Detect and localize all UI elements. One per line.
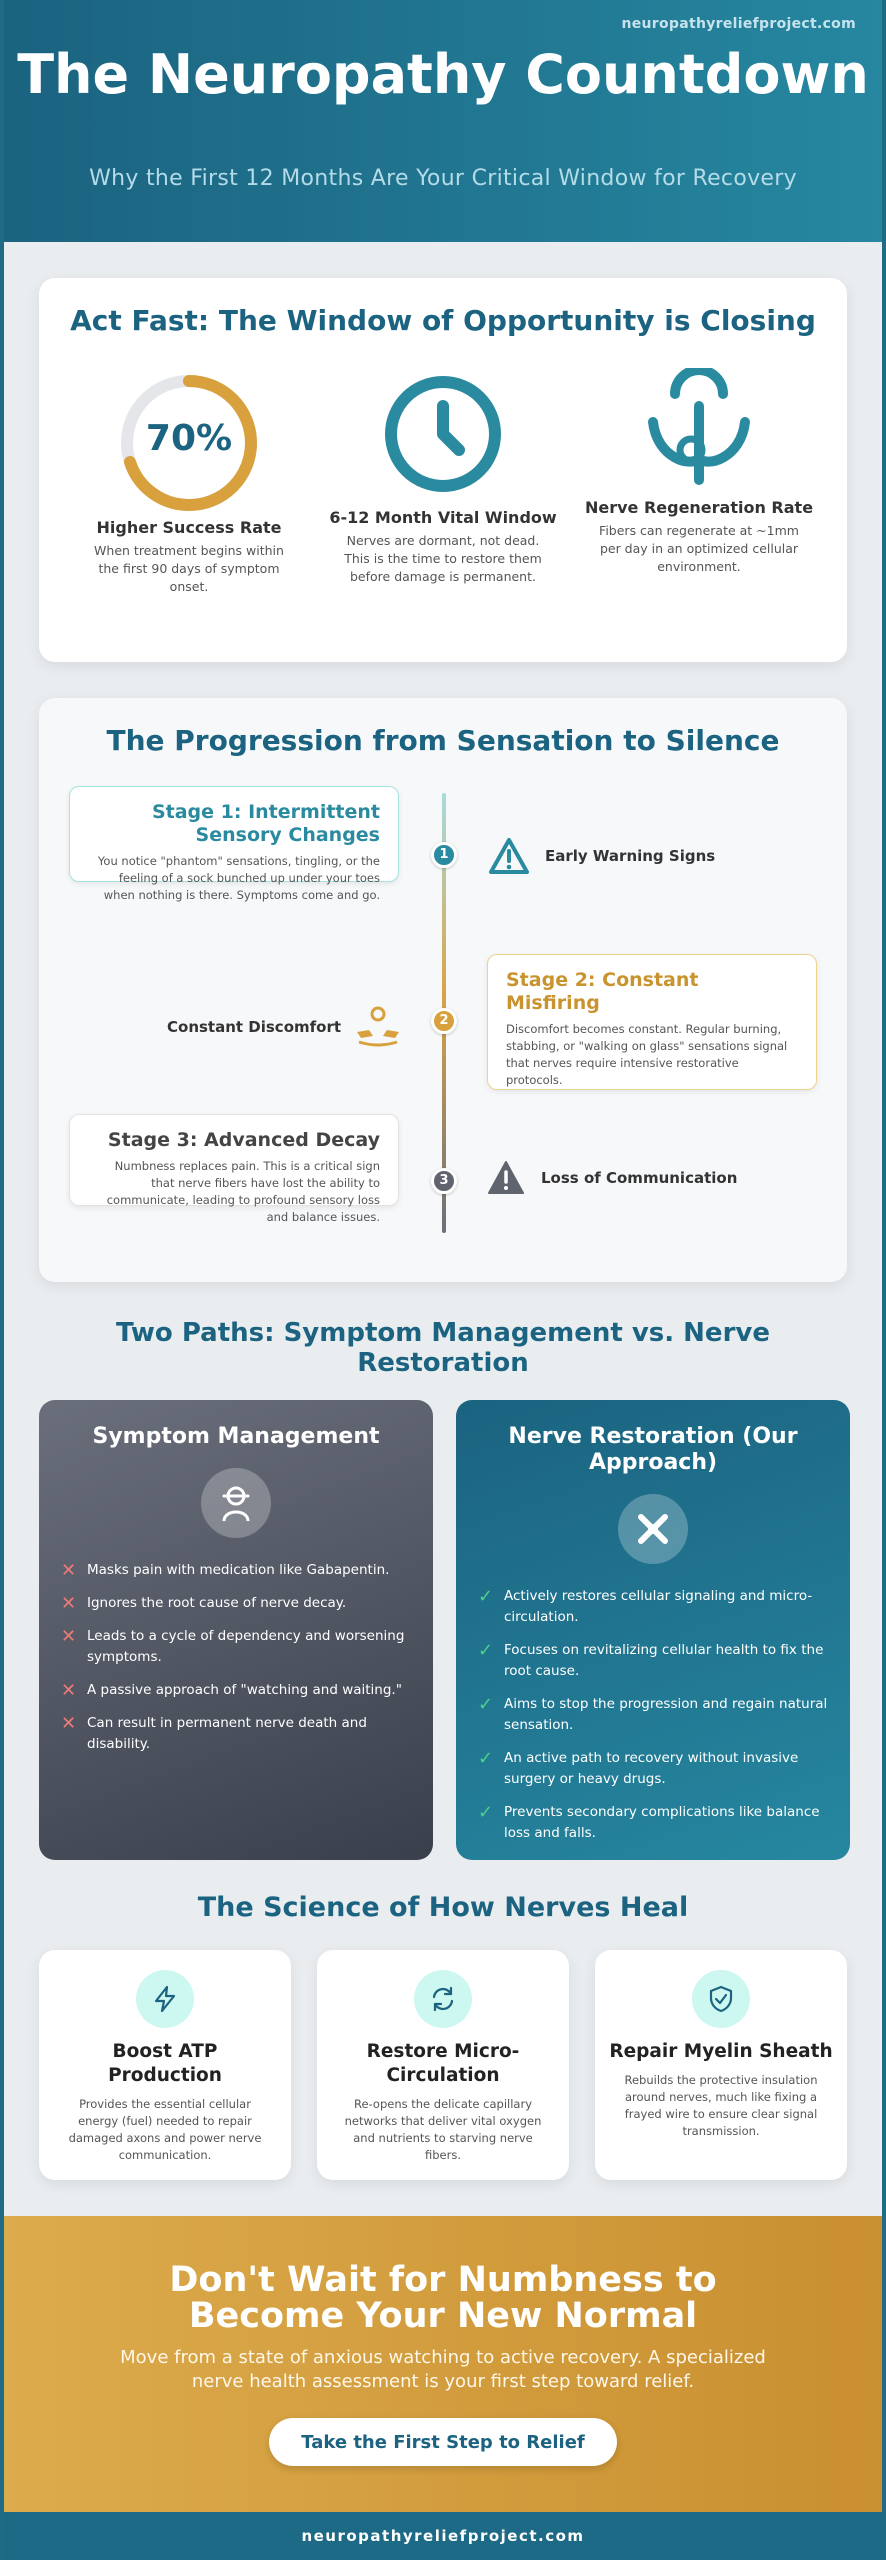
science-card-desc: Rebuilds the protective insulation around nerves, much like fixing a frayed wire to ensure clear signal transmission. xyxy=(624,2073,818,2138)
science-card-desc: Re-opens the delicate capillary networks that deliver vital oxygen and nutrients to starving nerve fibers. xyxy=(344,2097,542,2162)
restoration-list xyxy=(478,1586,828,1844)
list-item: ✓ An active path to recovery without invasive surgery or heavy drugs. xyxy=(478,1748,828,1790)
science-card-title: Boost ATP Production xyxy=(108,2041,222,2086)
tools-icon xyxy=(618,1494,688,1564)
lightning-icon xyxy=(136,1970,194,2028)
warning-filled-icon xyxy=(487,1160,525,1196)
footer xyxy=(4,2512,882,2560)
list-item: ✓ Actively restores cellular signaling and micro-circulation. xyxy=(478,1586,828,1628)
check-icon: ✓ xyxy=(478,1640,494,1661)
loss-communication-label: Loss of Communication xyxy=(487,1160,737,1196)
refresh-icon xyxy=(414,1970,472,2028)
progression-card xyxy=(39,698,847,1282)
check-icon: ✓ xyxy=(478,1748,494,1769)
paths-title: Two Paths: Symptom Management vs. Nerve Restoration xyxy=(116,1318,770,1378)
science-card-desc: Provides the essential cellular energy (fuel) needed to repair damaged axons and power nerve communication. xyxy=(68,2097,262,2162)
stat-vital-window xyxy=(323,368,563,586)
stat-label: Nerve Regeneration Rate xyxy=(584,498,814,517)
check-icon: ✓ xyxy=(478,1802,494,1823)
nerve-icon xyxy=(639,368,759,488)
act-fast-title: Act Fast: The Window of Opportunity is Closing xyxy=(70,304,816,337)
science-card-circulation xyxy=(317,1950,569,2180)
early-warning-label: Early Warning Signs xyxy=(487,836,715,876)
shield-check-icon xyxy=(692,1970,750,2028)
nerve-restoration-card xyxy=(456,1400,850,1860)
x-icon: ✕ xyxy=(61,1593,77,1614)
list-item: ✕ A passive approach of "watching and waiting." xyxy=(61,1680,402,1701)
list-item: ✓ Prevents secondary complications like balance loss and falls. xyxy=(478,1802,828,1844)
timeline-dot-3: 3 xyxy=(431,1168,457,1194)
clock-icon xyxy=(381,372,505,496)
x-icon: ✕ xyxy=(61,1626,77,1647)
site-url[interactable]: neuropathyreliefproject.com xyxy=(621,16,856,32)
symptom-list xyxy=(61,1560,411,1755)
list-item: ✕ Ignores the root cause of nerve decay. xyxy=(61,1593,347,1614)
symptom-management-card xyxy=(39,1400,433,1860)
header-banner xyxy=(4,0,882,242)
science-card-title: Restore Micro-Circulation xyxy=(366,2041,520,2086)
stat-desc: When treatment begins within the first 90 days of symptom onset. xyxy=(94,543,284,594)
list-item: ✕ Can result in permanent nerve death and disability. xyxy=(61,1713,411,1755)
success-rate-value: 70% xyxy=(145,418,233,459)
check-icon: ✓ xyxy=(478,1694,494,1715)
stat-desc: Fibers can regenerate at ~1mm per day in an optimized cellular environment. xyxy=(599,523,799,574)
list-item: ✓ Focuses on revitalizing cellular health to fix the root cause. xyxy=(478,1640,828,1682)
stage-3-box xyxy=(69,1114,399,1224)
list-item: ✕ Leads to a cycle of dependency and worsening symptoms. xyxy=(61,1626,411,1668)
stage-title: Stage 2: Constant Misfiring xyxy=(506,969,699,1014)
x-icon: ✕ xyxy=(61,1713,77,1734)
path-title: Nerve Restoration (Our Approach) xyxy=(508,1424,798,1475)
science-card-atp xyxy=(39,1950,291,2180)
stat-label: Higher Success Rate xyxy=(96,518,282,537)
warning-triangle-icon xyxy=(487,836,531,876)
stat-regeneration xyxy=(579,368,819,576)
timeline-dot-1: 1 xyxy=(431,842,457,868)
list-item: ✓ Aims to stop the progression and regain natural sensation. xyxy=(478,1694,828,1736)
stage-desc: You notice "phantom" sensations, tingling, or the feeling of a sock bunched up under your toes when nothing is there. Symptoms come and go. xyxy=(97,854,380,902)
x-icon: ✕ xyxy=(61,1560,77,1581)
list-item: ✕ Masks pain with medication like Gabapentin. xyxy=(61,1560,390,1581)
science-card-title: Repair Myelin Sheath xyxy=(609,2041,833,2062)
check-icon: ✓ xyxy=(478,1586,494,1607)
x-icon: ✕ xyxy=(61,1680,77,1701)
path-title: Symptom Management xyxy=(92,1424,380,1449)
page-title: The Neuropathy Countdown xyxy=(17,43,869,106)
cta-button[interactable]: Take the First Step to Relief xyxy=(269,2418,617,2466)
footer-site-url[interactable]: neuropathyreliefproject.com xyxy=(301,2527,585,2545)
act-fast-card xyxy=(39,278,847,662)
stage-1-box xyxy=(69,786,399,902)
cta-text: Move from a state of anxious watching to active recovery. A specialized nerve health assessment is your first step toward relief. xyxy=(120,2347,766,2392)
stage-desc: Numbness replaces pain. This is a critical sign that nerve fibers have lost the ability to communicate, leading to profound sensory loss and balance issues. xyxy=(106,1159,380,1224)
cta-title: Don't Wait for Numbness to Become Your New Normal xyxy=(169,2260,717,2336)
stage-2-box xyxy=(487,954,817,1090)
stage-title: Stage 3: Advanced Decay xyxy=(107,1129,380,1151)
science-card-myelin xyxy=(595,1950,847,2180)
cta-banner xyxy=(4,2216,882,2512)
timeline-dot-2: 2 xyxy=(431,1008,457,1034)
science-title: The Science of How Nerves Heal xyxy=(197,1892,689,1923)
stage-desc: Discomfort becomes constant. Regular burning, stabbing, or "walking on glass" sensations signal that nerves require intensive restorative protocols. xyxy=(506,1022,788,1087)
page-subtitle: Why the First 12 Months Are Your Critical Window for Recovery xyxy=(89,166,797,191)
constant-discomfort-label: Constant Discomfort xyxy=(167,1006,403,1048)
burning-feet-icon xyxy=(353,1006,403,1048)
stage-title: Stage 1: Intermittent Sensory Changes xyxy=(151,801,380,846)
stat-desc: Nerves are dormant, not dead. This is the time to restore them before damage is permanent. xyxy=(344,533,542,584)
person-pain-icon xyxy=(201,1468,271,1538)
stat-label: 6-12 Month Vital Window xyxy=(329,508,557,527)
stat-success-rate xyxy=(69,368,309,596)
progression-title: The Progression from Sensation to Silence xyxy=(106,724,780,757)
